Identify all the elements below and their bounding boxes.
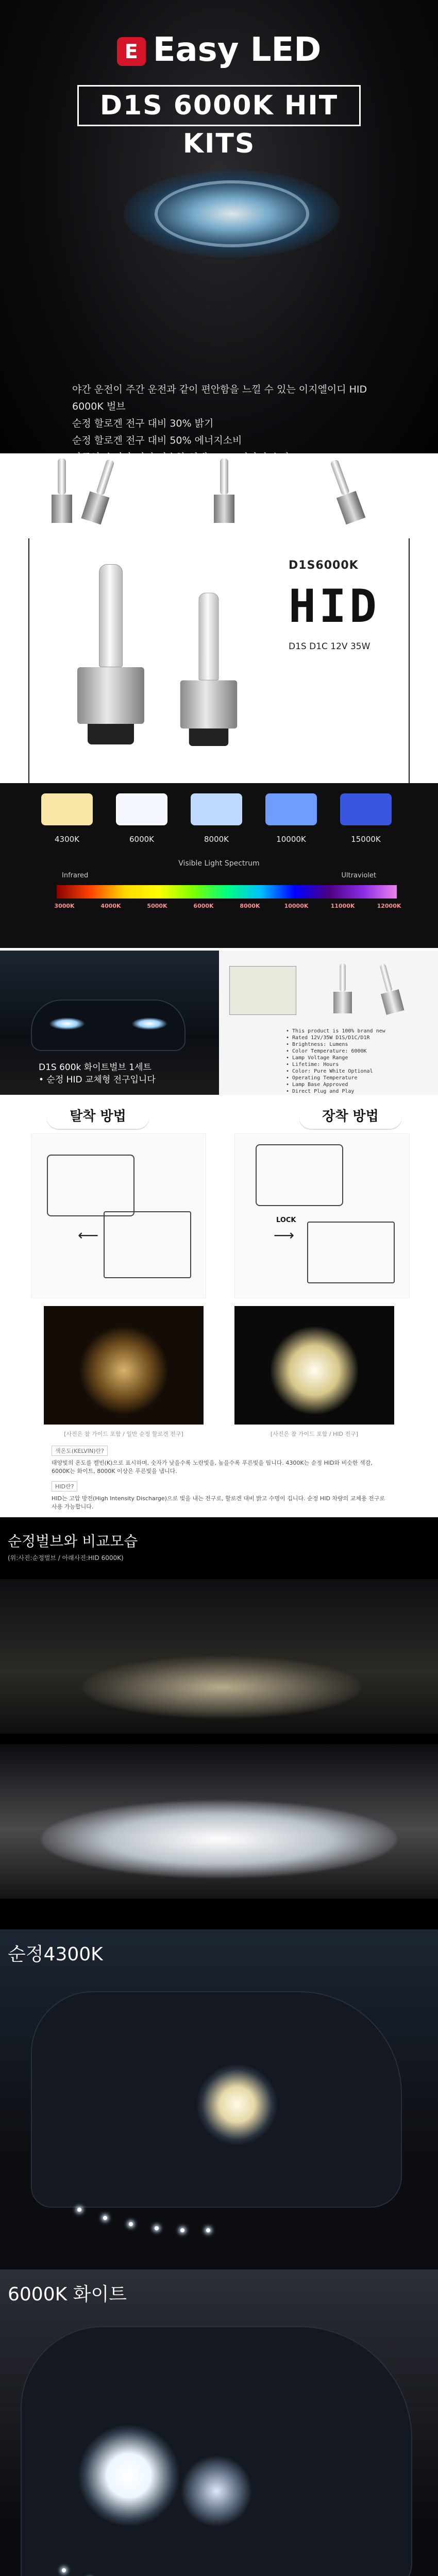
package-section — [0, 951, 438, 1095]
spectrum-tick: 8000K — [240, 903, 260, 909]
package-bulb — [367, 960, 411, 1018]
arrow-left-icon: ⟵ — [78, 1227, 99, 1244]
package-bulb — [327, 963, 358, 1015]
brand-logo-text: Easy LED — [153, 31, 322, 69]
temperature-swatches — [41, 793, 402, 845]
swatch-10000k — [265, 793, 317, 825]
swatch-label: 10000K — [276, 835, 306, 844]
hid-road-beam — [41, 1801, 397, 1878]
headlamp-6000k — [77, 2424, 180, 2527]
hid-road-photo — [0, 1744, 438, 1899]
bulb-thumbnail — [319, 455, 372, 529]
headlamp-6000k — [180, 2455, 252, 2527]
bulb-thumbnail — [209, 459, 240, 526]
hero-description-line: 야간 운전이 주간 운전과 같이 편안함을 느낄 수 있는 이지엘이디 HID 6000K 벌브 — [72, 384, 367, 412]
bulb-socket-diagram — [104, 1211, 191, 1278]
brand-logo[interactable] — [0, 31, 438, 69]
swatch-15000k — [340, 793, 392, 825]
product-spec: D1S D1C 12V 35W — [289, 641, 370, 652]
car-headlight — [131, 1018, 167, 1030]
bulb-socket-diagram — [307, 1222, 395, 1283]
explanation-text: HID는 고압 방전(High Intensity Discharge)으로 빛을 내는 전구로, 할로겐 대비 밝고 수명이 깁니다. 순정 HID 차량의 교체용 전구로 사용 가능합니다. — [52, 1495, 385, 1510]
install-section — [0, 1095, 438, 1517]
color-temperature-section — [0, 783, 438, 948]
hid-beam — [271, 1327, 358, 1414]
package-caption — [39, 1061, 214, 1086]
spectrum-tick: 5000K — [147, 903, 167, 909]
halogen-beam — [80, 1327, 167, 1414]
spectrum-tick: 4000K — [100, 903, 121, 909]
product-bulb-image — [172, 588, 246, 746]
halogen-road-photo — [0, 1579, 438, 1734]
bulb-preview-strip — [0, 453, 438, 538]
spectrum-labels — [41, 872, 397, 882]
remove-diagram — [31, 1133, 206, 1298]
bulb-thumbnail — [46, 459, 77, 526]
explanation-text: 태양빛의 온도를 켈빈(K)으로 표시하며, 숫자가 낮을수록 노란빛을, 높을수록 푸른빛을 띱니다. 4300K는 순정 HID와 비슷한 색감, 6000K는 화이트, 8000K 이상은 푸른빛을 냅니다. — [52, 1460, 373, 1475]
halogen-road-beam — [82, 1656, 361, 1718]
spec-item: • Color: Pure White Optional — [286, 1069, 373, 1074]
swatch-label: 4300K — [54, 835, 79, 844]
drl-light — [77, 2208, 81, 2212]
product-code: D1S6000K — [289, 559, 359, 572]
hero-description-line: 순정 할로겐 전구 대비 30% 밝기 — [72, 418, 214, 429]
drl-light — [206, 2228, 210, 2232]
remove-method-title: 탈착 방법 — [46, 1104, 149, 1129]
package-box — [229, 966, 296, 1015]
bulb-thumbnail — [75, 455, 125, 529]
car-photo-6000k — [0, 2269, 438, 2576]
package-caption-line: D1S 600k 화이트벌브 1세트 — [39, 1062, 151, 1073]
spectrum-tick: 12000K — [377, 903, 401, 909]
car-photo-label: 순정4300K — [8, 1944, 103, 1965]
spec-item: • Rated 12V/35W D1S/D1C/D1R — [286, 1035, 370, 1041]
drl-light — [62, 2568, 66, 2572]
spectrum-tick: 10000K — [284, 903, 309, 909]
car-body — [21, 2326, 412, 2576]
spec-item: • Lamp Voltage Range — [286, 1055, 348, 1061]
car-photo-label: 6000K 화이트 — [8, 2284, 127, 2305]
page-title: D1S 6000K HIT KITS — [77, 85, 361, 126]
spec-item: • Brightness: Lumens — [286, 1042, 348, 1047]
spectrum-tick: 3000K — [54, 903, 75, 909]
hero-banner — [0, 0, 438, 505]
explanation-tag: HID란? — [52, 1481, 77, 1492]
spec-item: • This product is 100% brand new — [286, 1028, 385, 1034]
halogen-compare-photo — [44, 1306, 204, 1425]
swatch-label: 8000K — [204, 835, 229, 844]
spec-item: • Operating Temperature — [286, 1075, 358, 1081]
swatch-6000k — [116, 793, 167, 825]
explanation-tag: 색온도(KELVIN)란? — [52, 1446, 108, 1456]
lock-label: LOCK — [276, 1216, 296, 1224]
attach-diagram — [234, 1133, 410, 1298]
infrared-label: Infrared — [62, 872, 89, 879]
explanation-block — [52, 1445, 386, 1516]
car-photo-4300k — [0, 1929, 438, 2269]
comparison-subtitle: (위:사진:순정벌브 / 아래사진:HID 6000K) — [8, 1554, 124, 1562]
product-hero — [0, 538, 438, 796]
spec-item: • Lamp Base Approved — [286, 1082, 348, 1088]
spectrum-tick: 11000K — [330, 903, 355, 909]
spectrum-title: Visible Light Spectrum — [178, 859, 260, 868]
spec-item: • Color Temperature: 6000K — [286, 1048, 367, 1054]
headlight-ring-decoration — [155, 180, 309, 247]
car-headlight — [49, 1018, 85, 1030]
hid-compare-photo — [234, 1306, 394, 1425]
car-night-photo — [0, 951, 219, 1095]
spec-item: • Lifetime: Hours — [286, 1062, 339, 1067]
drl-light — [129, 2222, 133, 2226]
spectrum-bar — [57, 885, 397, 899]
drl-light — [180, 2228, 184, 2232]
hid-caption: [사진은 참 가이드 포함 / HID 전구] — [270, 1431, 359, 1437]
swatch-4300k — [41, 793, 93, 825]
package-caption-line: • 순정 HID 교체형 전구입니다 — [39, 1075, 156, 1085]
headlamp-4300k — [196, 2063, 278, 2146]
spectrum-ticks — [49, 903, 410, 913]
arrow-right-icon: ⟶ — [274, 1227, 295, 1244]
comparison-title: 순정벌브와 비교모습 — [8, 1533, 138, 1550]
swatch-label: 15000K — [351, 835, 381, 844]
drl-light — [155, 2226, 159, 2230]
headlamp-housing-diagram — [47, 1155, 134, 1216]
attach-method-title: 장착 방법 — [299, 1104, 402, 1129]
swatch-label: 6000K — [129, 835, 154, 844]
comparison-section — [0, 1517, 438, 1929]
product-bulb-image — [67, 559, 155, 744]
spectrum-tick: 6000K — [193, 903, 214, 909]
halogen-caption: [사진은 참 가이드 포함 / 일반 순정 할로겐 전구] — [64, 1431, 183, 1437]
drl-light — [103, 2216, 107, 2220]
hero-description-line: 순정 할로겐 전구 대비 50% 에너지소비 — [72, 435, 242, 446]
swatch-8000k — [191, 793, 242, 825]
product-type-label: HID — [289, 580, 380, 633]
headlamp-housing-diagram — [256, 1144, 343, 1206]
ultraviolet-label: Ultraviolet — [341, 872, 376, 879]
spec-item: • Direct Plug and Play — [286, 1089, 355, 1094]
package-spec-list — [286, 1028, 430, 1095]
brand-logo-icon: E — [117, 37, 146, 66]
package-contents-photo — [219, 951, 438, 1095]
